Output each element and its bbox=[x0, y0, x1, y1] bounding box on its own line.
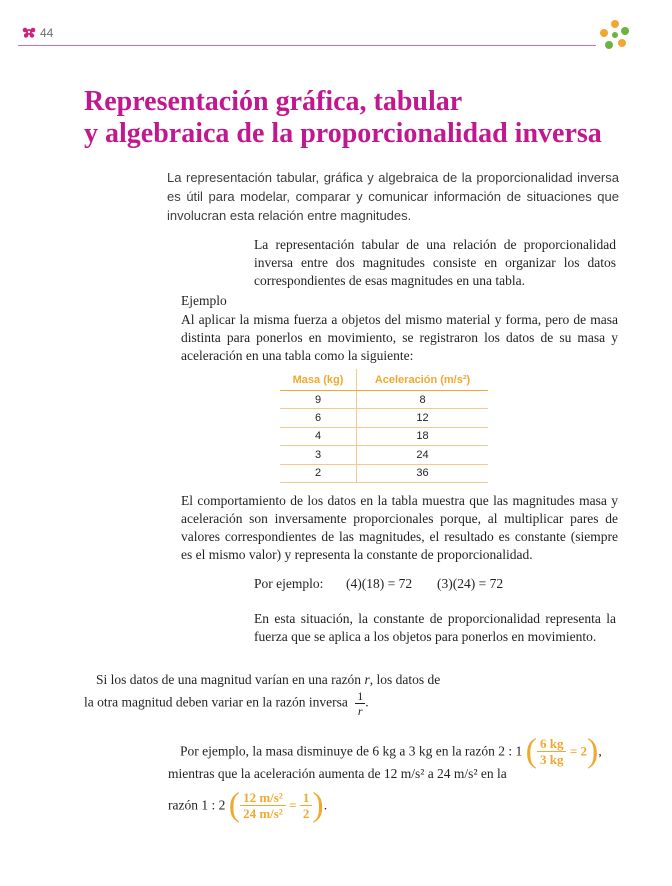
title-line-2: y algebraica de la proporcionalidad inversa bbox=[84, 118, 602, 149]
table-header-row bbox=[280, 369, 488, 391]
period: . bbox=[323, 797, 328, 813]
open-parenthesis: ( bbox=[525, 732, 537, 770]
acceleration-ratio-fraction bbox=[240, 790, 286, 821]
column-header-mass: Masa (kg) bbox=[280, 369, 357, 391]
rule-line-1 bbox=[96, 672, 440, 688]
fraction-equals: = bbox=[289, 797, 297, 813]
mass-example-line-2: mientras que la aceleración aumenta de 12 m/s² a 24 m/s² en la bbox=[168, 766, 507, 781]
comma: , bbox=[598, 743, 602, 759]
intro-paragraph: La representación tabular, gráfica y algebraica de la proporcionalidad inversa es útil para modelar, comparar y comunicar información de situaciones que involucran esta relación entre magnitudes. bbox=[167, 170, 619, 223]
flower-icon bbox=[22, 26, 36, 38]
rule-line-2 bbox=[84, 689, 369, 718]
fraction-numerator: 12 m/s² bbox=[240, 790, 286, 806]
mass-ratio-fraction bbox=[537, 736, 566, 767]
definition-paragraph: La representación tabular de una relación de proporcionalidad inversa entre dos magnitudes consiste en organizar los datos correspondientes de esas magnitudes en una tabla. bbox=[254, 237, 616, 288]
table-cell: 36 bbox=[357, 464, 489, 482]
fraction-denominator: r bbox=[357, 704, 363, 718]
table-row bbox=[280, 427, 488, 445]
open-parenthesis: ( bbox=[228, 786, 241, 824]
header-rule bbox=[18, 45, 596, 46]
table-row bbox=[280, 391, 488, 409]
equation-2: (3)(24) = 72 bbox=[437, 576, 504, 591]
table-row bbox=[280, 446, 488, 464]
table-cell: 24 bbox=[357, 446, 489, 464]
fraction-denominator: 2 bbox=[302, 806, 310, 821]
fraction-numerator: 1 bbox=[300, 790, 313, 806]
mass-acceleration-table bbox=[280, 369, 488, 483]
rule-end: . bbox=[365, 694, 369, 710]
inverse-ratio-fraction bbox=[355, 689, 365, 718]
fraction-denominator: 3 kg bbox=[540, 752, 564, 767]
ratio-text: razón 1 : 2 bbox=[168, 797, 226, 813]
table-cell: 12 bbox=[357, 409, 489, 427]
meaning-paragraph: En esta situación, la constante de proporcionalidad representa la fuerza que se aplica a los objetos para ponerlos en movimiento. bbox=[254, 611, 616, 644]
examples-label: Por ejemplo: bbox=[254, 576, 324, 591]
table-cell: 3 bbox=[280, 446, 357, 464]
example-paragraph: Al aplicar la misma fuerza a objetos del mismo material y forma, pero de masa distinta para ponerlos en movimiento, se registraron los datos de su masa y aceleración en una tabla como la siguiente: bbox=[181, 312, 618, 363]
rule-variable: r bbox=[364, 672, 370, 687]
pinwheel-logo-icon bbox=[598, 18, 632, 52]
fraction-numerator: 6 kg bbox=[537, 736, 566, 752]
table-cell: 18 bbox=[357, 427, 489, 445]
fraction-denominator: 24 m/s² bbox=[243, 806, 283, 821]
rule-text: Si los datos de una magnitud varían en una razón bbox=[96, 672, 365, 687]
table-cell: 2 bbox=[280, 464, 357, 482]
product-examples bbox=[254, 576, 554, 596]
close-parenthesis: ) bbox=[312, 786, 324, 824]
mass-example-line-1 bbox=[180, 732, 602, 770]
table-row bbox=[280, 464, 488, 482]
mass-example-line-3 bbox=[168, 786, 328, 824]
column-header-acceleration: Aceleración (m/s²) bbox=[357, 369, 489, 391]
table-cell: 8 bbox=[357, 391, 489, 409]
page-title bbox=[84, 86, 602, 150]
table-cell: 9 bbox=[280, 391, 357, 409]
title-line-1: Representación gráfica, tabular bbox=[84, 86, 463, 117]
rule-text: , los datos de bbox=[369, 672, 441, 687]
mass-example-text: Por ejemplo, la masa disminuye de 6 kg a 3 kg en la razón 2 : 1 bbox=[180, 743, 523, 759]
page-number: 44 bbox=[40, 26, 54, 40]
example-label: Ejemplo bbox=[181, 293, 227, 308]
equation-1: (4)(18) = 72 bbox=[346, 576, 413, 591]
fraction-numerator: 1 bbox=[357, 689, 364, 703]
close-parenthesis: ) bbox=[587, 732, 599, 770]
fraction-equals: = 2 bbox=[569, 743, 588, 759]
table-row bbox=[280, 409, 488, 427]
result-fraction bbox=[300, 790, 313, 821]
table-cell: 6 bbox=[280, 409, 357, 427]
behavior-paragraph: El comportamiento de los datos en la tabla muestra que las magnitudes masa y aceleración son inversamente proporcionales porque, al multiplicar pares de valores correspondientes de las magnitudes, el resultado es constante (siempre es el mismo valor) y representa la constante de proporcionalidad. bbox=[181, 493, 618, 562]
rule-text: la otra magnitud deben variar en la razón inversa bbox=[84, 694, 348, 710]
table-cell: 4 bbox=[280, 427, 357, 445]
